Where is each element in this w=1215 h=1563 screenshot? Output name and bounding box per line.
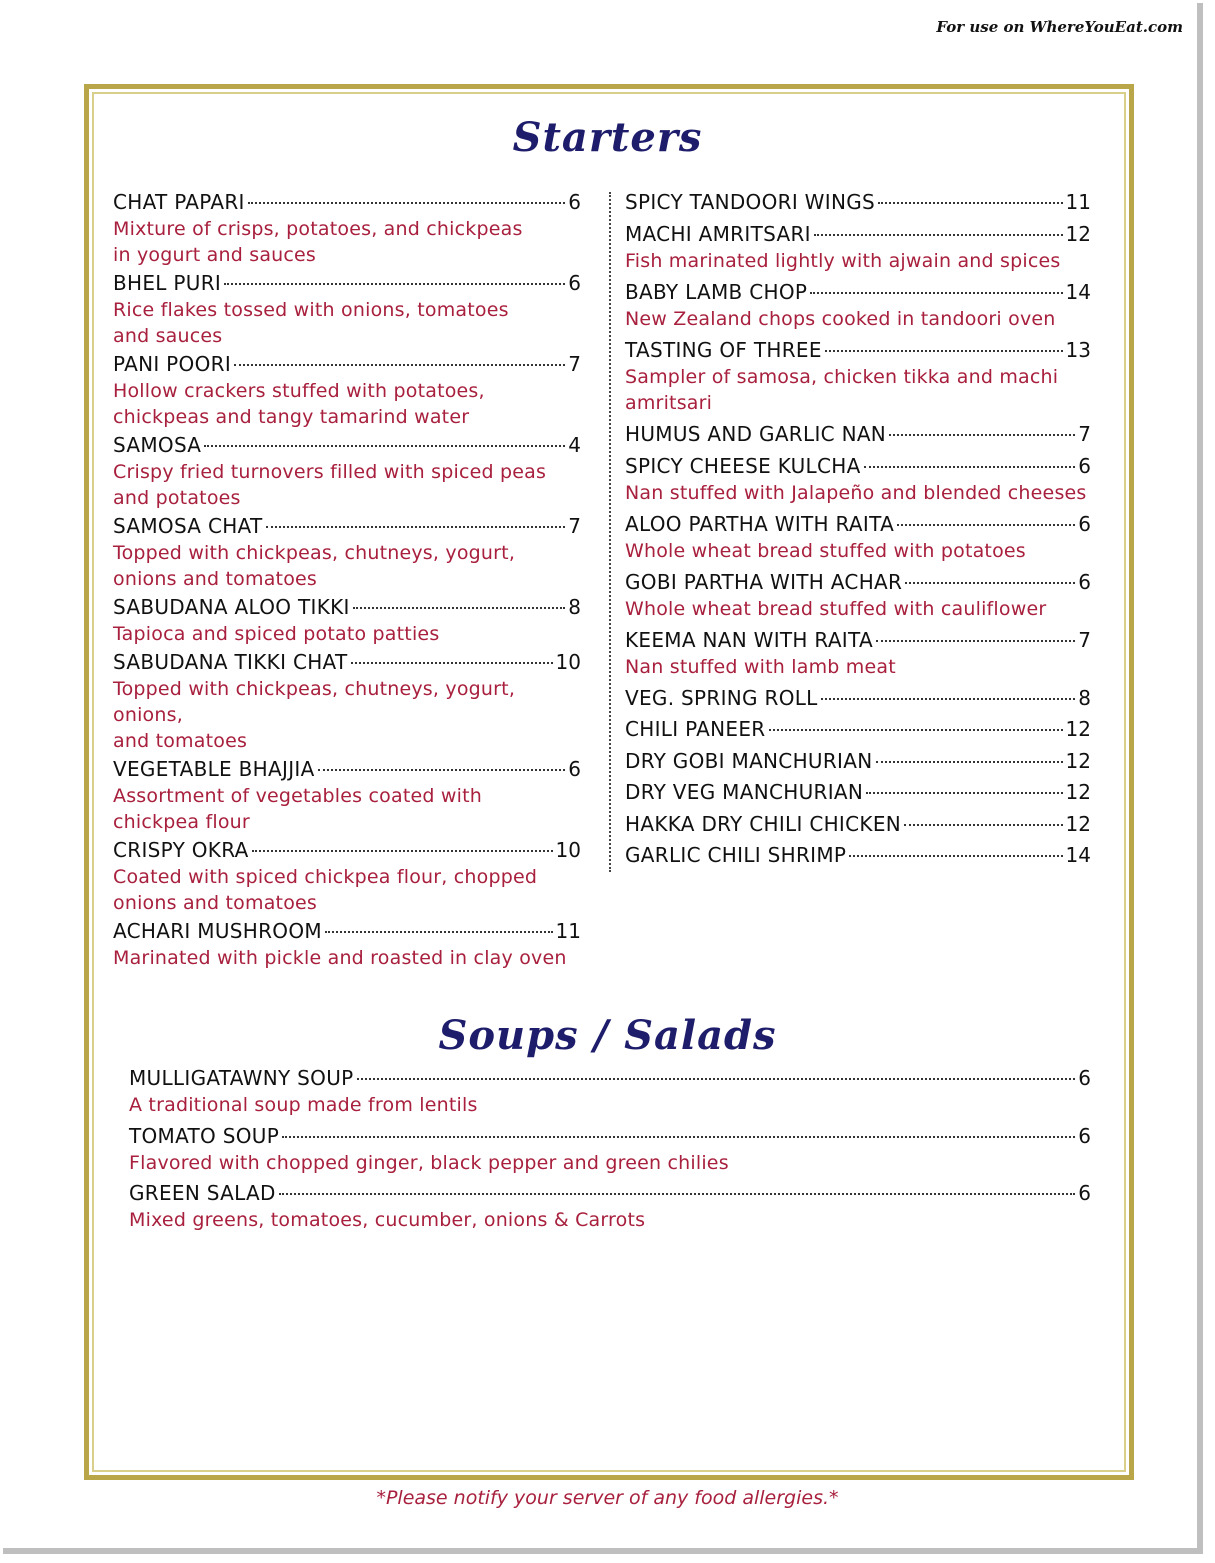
menu-item-name: PANI POORI xyxy=(113,352,232,376)
dot-leader xyxy=(357,1078,1076,1080)
dot-leader xyxy=(224,283,565,285)
menu-item-name: CHAT PAPARI xyxy=(113,190,245,214)
menu-item-row xyxy=(625,747,1091,775)
menu-item-description: Topped with chickpeas, chutneys, yogurt, xyxy=(113,542,516,564)
menu-item-name: HUMUS AND GARLIC NAN xyxy=(625,422,887,446)
menu-item xyxy=(113,269,581,349)
dot-leader xyxy=(889,434,1075,436)
menu-item-description: Fish marinated lightly with ajwain and spices xyxy=(625,249,1061,272)
menu-item-price: 6 xyxy=(1078,1123,1091,1148)
dot-leader xyxy=(266,526,566,528)
menu-item-name: ACHARI MUSHROOM xyxy=(113,919,322,943)
menu-item-name: DRY VEG MANCHURIAN xyxy=(625,780,864,804)
dot-leader xyxy=(810,292,1062,294)
dot-leader xyxy=(905,582,1075,584)
dot-leader xyxy=(279,1193,1076,1195)
dot-leader xyxy=(849,855,1062,857)
menu-item xyxy=(625,778,1091,806)
menu-item-name: MULLIGATAWNY SOUP xyxy=(129,1066,354,1090)
menu-item-description: Mixed greens, tomatoes, cucumber, onions & Carrots xyxy=(129,1209,646,1231)
menu-item-price: 10 xyxy=(555,838,581,862)
menu-item-row xyxy=(129,1179,1091,1207)
menu-item xyxy=(625,278,1091,333)
dot-leader xyxy=(318,769,566,771)
menu-item-name: ALOO PARTHA WITH RAITA xyxy=(625,511,895,536)
menu-item xyxy=(625,841,1091,869)
menu-item-price: 6 xyxy=(1078,1066,1091,1090)
menu-item-row xyxy=(113,350,581,378)
menu-item-row xyxy=(625,778,1091,806)
menu-item-row xyxy=(113,917,581,945)
dot-leader xyxy=(769,729,1063,731)
menu-item-name: MACHI AMRITSARI xyxy=(625,221,811,246)
dot-leader xyxy=(876,761,1063,763)
menu-item xyxy=(625,420,1091,448)
menu-item-name: SABUDANA TIKKI CHAT xyxy=(113,650,348,674)
menu-item-row xyxy=(113,431,581,459)
menu-item-price: 4 xyxy=(568,433,581,457)
menu-item-price: 8 xyxy=(1078,685,1091,710)
menu-item-price: 10 xyxy=(555,650,581,674)
menu-item-name: DRY GOBI MANCHURIAN xyxy=(625,748,873,773)
menu-item-row xyxy=(625,220,1091,248)
dot-leader xyxy=(825,350,1063,352)
menu-item-price: 8 xyxy=(568,595,581,619)
menu-item-row xyxy=(113,648,581,676)
menu-item-price: 6 xyxy=(1078,1181,1091,1205)
dot-leader xyxy=(814,234,1063,236)
menu-item xyxy=(113,188,581,268)
menu-item-price: 7 xyxy=(568,352,581,376)
menu-item-price: 7 xyxy=(568,514,581,538)
menu-item-description: Topped with chickpeas, chutneys, yogurt, onions, xyxy=(113,678,516,726)
menu-item-name: BABY LAMB CHOP xyxy=(625,279,808,304)
menu-item-name: SABUDANA ALOO TIKKI xyxy=(113,595,350,619)
menu-item-price: 13 xyxy=(1065,337,1091,362)
menu-item-description: Hollow crackers stuffed with potatoes, xyxy=(113,380,485,402)
starters-right-column xyxy=(625,188,1091,873)
dot-leader xyxy=(353,607,566,609)
menu-item-name: CRISPY OKRA xyxy=(113,838,249,862)
soups-salads-list xyxy=(129,1064,1091,1237)
menu-item-description: chickpea flour xyxy=(113,811,250,833)
menu-item-row xyxy=(625,810,1091,838)
menu-item-row xyxy=(129,1064,1091,1092)
menu-item-description: Mixture of crisps, potatoes, and chickpeas xyxy=(113,218,523,240)
menu-item-description: and sauces xyxy=(113,325,223,347)
soups-salads-title: Soups / Salads xyxy=(438,1012,777,1059)
menu-item-price: 11 xyxy=(555,919,581,943)
menu-item xyxy=(113,431,581,511)
menu-item-description: Nan stuffed with Jalapeño and blended cheeses xyxy=(625,481,1087,504)
menu-item-description: in yogurt and sauces xyxy=(113,244,317,266)
menu-item-row xyxy=(113,188,581,216)
menu-item-row xyxy=(625,278,1091,306)
menu-item xyxy=(625,220,1091,275)
menu-item-price: 14 xyxy=(1065,279,1091,304)
menu-item-price: 11 xyxy=(1065,190,1091,214)
dot-leader xyxy=(876,640,1075,642)
menu-item-description: Marinated with pickle and roasted in clay oven xyxy=(113,947,567,969)
menu-item-description: amritsari xyxy=(625,392,713,414)
dot-leader xyxy=(821,698,1076,700)
menu-item-row xyxy=(625,188,1091,216)
menu-item-name: HAKKA DRY CHILI CHICKEN xyxy=(625,811,902,836)
menu-item-description: onions and tomatoes xyxy=(113,568,318,590)
menu-item-description: Flavored with chopped ginger, black pepper and green chilies xyxy=(129,1151,729,1174)
menu-item-name: SPICY TANDOORI WINGS xyxy=(625,190,876,214)
menu-item-name: SAMOSA xyxy=(113,433,202,457)
menu-item-description: Coated with spiced chickpea flour, chopped xyxy=(113,866,538,888)
menu-item-description: Whole wheat bread stuffed with potatoes xyxy=(625,539,1026,562)
menu-item xyxy=(113,755,581,835)
menu-item-row xyxy=(113,269,581,297)
menu-item xyxy=(625,810,1091,838)
menu-item xyxy=(625,747,1091,775)
menu-item xyxy=(113,512,581,592)
menu-item-price: 12 xyxy=(1065,748,1091,773)
dot-leader xyxy=(878,202,1063,204)
menu-item-name: SPICY CHEESE KULCHA xyxy=(625,453,861,478)
menu-item-name: KEEMA NAN WITH RAITA xyxy=(625,627,873,652)
menu-item-price: 14 xyxy=(1065,843,1091,867)
menu-item xyxy=(113,350,581,430)
menu-item-row xyxy=(625,715,1091,743)
menu-item-row xyxy=(129,1122,1091,1150)
menu-item-price: 12 xyxy=(1065,780,1091,804)
menu-item-name: TASTING OF THREE xyxy=(625,337,822,362)
menu-item-price: 6 xyxy=(568,757,581,781)
menu-item-name: TOMATO SOUP xyxy=(129,1123,280,1148)
menu-item-description: and potatoes xyxy=(113,487,241,509)
menu-item-row xyxy=(625,510,1091,538)
dot-leader xyxy=(252,850,553,852)
menu-item-row xyxy=(625,336,1091,364)
menu-item xyxy=(113,917,581,971)
menu-item-description: chickpeas and tangy tamarind water xyxy=(113,406,470,428)
menu-item xyxy=(129,1064,1091,1119)
menu-item-price: 7 xyxy=(1078,422,1091,446)
dot-leader xyxy=(282,1136,1075,1138)
menu-item-row xyxy=(625,841,1091,869)
menu-item-row xyxy=(113,593,581,621)
menu-item-price: 6 xyxy=(1078,453,1091,478)
dot-leader xyxy=(351,662,553,664)
menu-item-price: 6 xyxy=(1078,511,1091,536)
menu-item-description: Whole wheat bread stuffed with cauliflower xyxy=(625,597,1047,620)
menu-item-row xyxy=(625,568,1091,596)
menu-item-description: Rice flakes tossed with onions, tomatoes xyxy=(113,299,509,321)
starters-left-column xyxy=(113,188,581,972)
menu-item-row xyxy=(113,512,581,540)
menu-item-description: Nan stuffed with lamb meat xyxy=(625,655,896,678)
dot-leader xyxy=(204,445,565,447)
menu-item-row xyxy=(625,626,1091,654)
dot-leader xyxy=(897,524,1075,526)
menu-item-row xyxy=(113,836,581,864)
menu-item xyxy=(625,715,1091,743)
menu-item xyxy=(129,1122,1091,1177)
menu-item-row xyxy=(625,684,1091,712)
menu-item xyxy=(625,336,1091,417)
menu-item-name: GOBI PARTHA WITH ACHAR xyxy=(625,569,903,594)
menu-item xyxy=(113,836,581,916)
menu-item-price: 12 xyxy=(1065,221,1091,246)
menu-item-description: Tapioca and spiced potato patties xyxy=(113,623,440,645)
menu-item-price: 6 xyxy=(568,271,581,295)
menu-item-description: and tomatoes xyxy=(113,730,248,752)
menu-item-description: New Zealand chops cooked in tandoori oven xyxy=(625,307,1056,330)
menu-item-name: SAMOSA CHAT xyxy=(113,514,263,538)
menu-item xyxy=(129,1179,1091,1234)
menu-item xyxy=(113,593,581,647)
menu-item-description: Sampler of samosa, chicken tikka and machi xyxy=(625,365,1059,388)
menu-item xyxy=(625,568,1091,623)
source-note: For use on WhereYouEat.com xyxy=(936,18,1183,36)
menu-item xyxy=(625,510,1091,565)
menu-item-name: CHILI PANEER xyxy=(625,717,766,741)
menu-item xyxy=(625,626,1091,681)
column-divider xyxy=(609,192,611,872)
menu-item-price: 12 xyxy=(1065,811,1091,836)
dot-leader xyxy=(904,824,1063,826)
menu-item-name: BHEL PURI xyxy=(113,271,222,295)
menu-item-name: GREEN SALAD xyxy=(129,1181,276,1205)
menu-item-description: Assortment of vegetables coated with xyxy=(113,785,482,807)
menu-item-description: onions and tomatoes xyxy=(113,892,318,914)
starters-title: Starters xyxy=(512,114,703,161)
dot-leader xyxy=(234,364,565,366)
menu-item-row xyxy=(625,452,1091,480)
menu-item-price: 7 xyxy=(1078,627,1091,652)
menu-item-name: GARLIC CHILI SHRIMP xyxy=(625,843,847,867)
menu-item xyxy=(113,648,581,754)
menu-item-row xyxy=(625,420,1091,448)
menu-item xyxy=(625,188,1091,216)
menu-item-name: VEGETABLE BHAJJIA xyxy=(113,757,315,781)
menu-item-row xyxy=(113,755,581,783)
menu-item-name: VEG. SPRING ROLL xyxy=(625,685,818,710)
menu-item-description: Crispy fried turnovers filled with spiced peas xyxy=(113,461,547,483)
menu-item-price: 12 xyxy=(1065,717,1091,741)
dot-leader xyxy=(866,792,1062,794)
dot-leader xyxy=(325,931,553,933)
dot-leader xyxy=(248,202,566,204)
menu-item xyxy=(625,452,1091,507)
allergy-note: *Please notify your server of any food allergies.* xyxy=(376,1487,839,1509)
menu-item-price: 6 xyxy=(1078,569,1091,594)
menu-item-description: A traditional soup made from lentils xyxy=(129,1094,478,1116)
menu-item xyxy=(625,684,1091,712)
menu-item-price: 6 xyxy=(568,190,581,214)
dot-leader xyxy=(864,466,1076,468)
